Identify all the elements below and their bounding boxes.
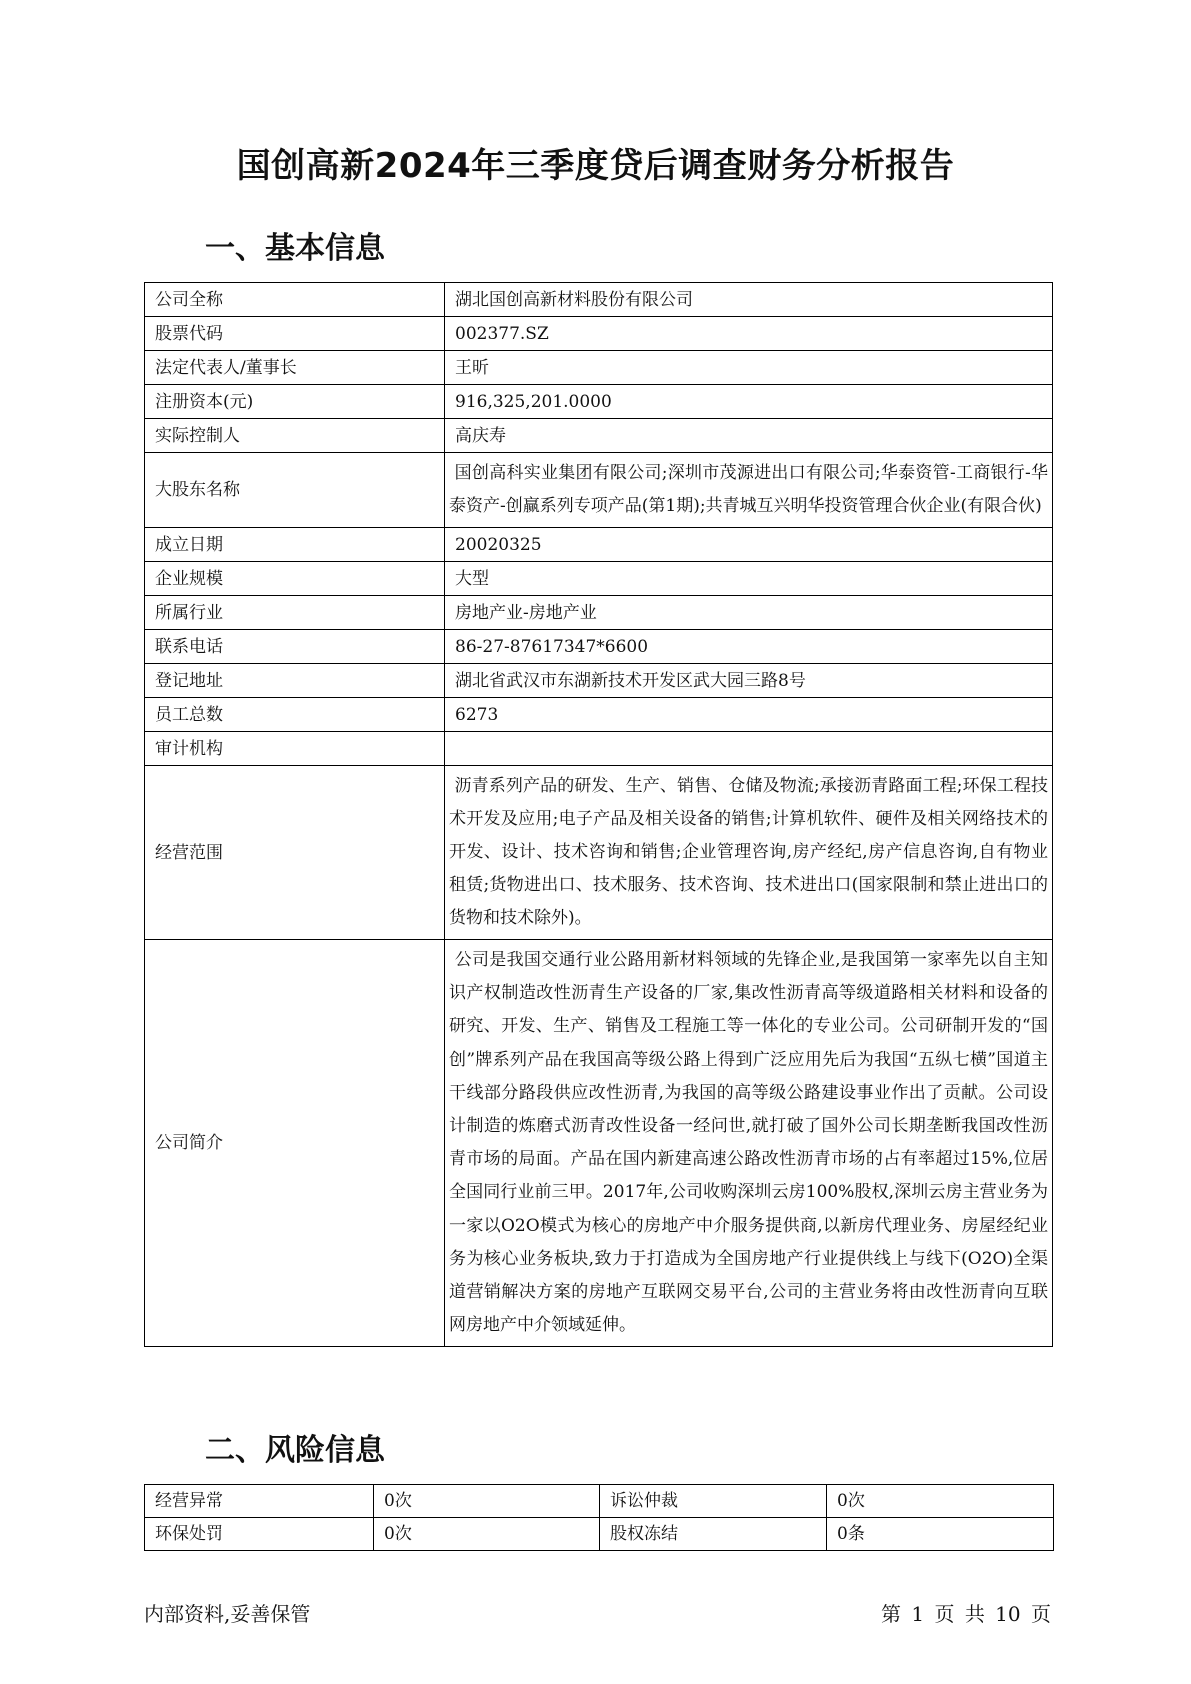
risk-value: 0次 (374, 1485, 600, 1518)
basic-info-table (144, 282, 1053, 1347)
row-value (445, 732, 1053, 766)
row-label: 经营范围 (145, 766, 445, 940)
table-row (145, 1485, 1054, 1518)
row-value: 房地产业-房地产业 (445, 596, 1053, 630)
table-row (145, 732, 1053, 766)
table-row (145, 698, 1053, 732)
row-label: 企业规模 (145, 562, 445, 596)
row-label: 登记地址 (145, 664, 445, 698)
row-label: 法定代表人/董事长 (145, 351, 445, 385)
row-value: 6273 (445, 698, 1053, 732)
row-value: 916,325,201.0000 (445, 385, 1053, 419)
table-row (145, 630, 1053, 664)
row-value: 002377.SZ (445, 317, 1053, 351)
row-value: 公司是我国交通行业公路用新材料领域的先锋企业,是我国第一家率先以自主知识产权制造改性沥青生产设备的厂家,集改性沥青高等级道路相关材料和设备的研究、开发、生产、销售及工程施工等一体化的专业公司。公司研制开发的“国创”牌系列产品在我国高等级公路上得到广泛应用先后为我国“五纵七横”国道主干线部分路段供应改性沥青,为我国的高等级公路建设事业作出了贡献。公司设计制造的炼磨式沥青改性设备一经问世,就打破了国外公司长期垄断我国改性沥青市场的局面。产品在国内新建高速公路改性沥青市场的占有率超过15%,位居全国同行业前三甲。2017年,公司收购深圳云房100%股权,深圳云房主营业务为一家以O2O模式为核心的房地产中介服务提供商,以新房代理业务、房屋经纪业务为核心业务板块,致力于打造成为全国房地产行业提供线上与线下(O2O)全渠道营销解决方案的房地产互联网交易平台,公司的主营业务将由改性沥青向互联网房地产中介领域延伸。 (445, 940, 1053, 1347)
risk-label: 环保处罚 (145, 1518, 374, 1551)
table-row (145, 766, 1053, 940)
row-label: 公司简介 (145, 940, 445, 1347)
row-value: 沥青系列产品的研发、生产、销售、仓储及物流;承接沥青路面工程;环保工程技术开发及应用;电子产品及相关设备的销售;计算机软件、硬件及相关网络技术的开发、设计、技术咨询和销售;企业管理咨询,房产经纪,房产信息咨询,自有物业租赁;货物进出口、技术服务、技术咨询、技术进出口(国家限制和禁止进出口的货物和技术除外)。 (445, 766, 1053, 940)
row-label: 注册资本(元) (145, 385, 445, 419)
table-row (145, 283, 1053, 317)
row-value: 大型 (445, 562, 1053, 596)
table-row (145, 562, 1053, 596)
row-label: 大股东名称 (145, 453, 445, 528)
risk-label: 诉讼仲裁 (600, 1485, 827, 1518)
risk-value: 0条 (827, 1518, 1054, 1551)
row-label: 公司全称 (145, 283, 445, 317)
table-row (145, 419, 1053, 453)
risk-label: 股权冻结 (600, 1518, 827, 1551)
row-value: 湖北省武汉市东湖新技术开发区武大园三路8号 (445, 664, 1053, 698)
risk-label: 经营异常 (145, 1485, 374, 1518)
risk-value: 0次 (374, 1518, 600, 1551)
table-row (145, 528, 1053, 562)
row-value: 湖北国创高新材料股份有限公司 (445, 283, 1053, 317)
risk-info-table (144, 1484, 1054, 1551)
row-label: 员工总数 (145, 698, 445, 732)
row-value: 86-27-87617347*6600 (445, 630, 1053, 664)
table-row (145, 385, 1053, 419)
table-row (145, 664, 1053, 698)
row-label: 所属行业 (145, 596, 445, 630)
row-value: 王昕 (445, 351, 1053, 385)
row-label: 联系电话 (145, 630, 445, 664)
risk-value: 0次 (827, 1485, 1054, 1518)
table-row (145, 1518, 1054, 1551)
table-row (145, 596, 1053, 630)
footer-page-number: 第 1 页 共 10 页 (881, 1602, 1051, 1626)
row-label: 实际控制人 (145, 419, 445, 453)
table-row (145, 317, 1053, 351)
row-label: 审计机构 (145, 732, 445, 766)
row-value: 国创高科实业集团有限公司;深圳市茂源进出口有限公司;华泰资管-工商银行-华泰资产-创赢系列专项产品(第1期);共青城互兴明华投资管理合伙企业(有限合伙) (445, 453, 1053, 528)
report-title: 国创高新2024年三季度贷后调查财务分析报告 (236, 146, 955, 186)
table-row (145, 351, 1053, 385)
row-value: 高庆寿 (445, 419, 1053, 453)
row-label: 成立日期 (145, 528, 445, 562)
table-row (145, 453, 1053, 528)
row-value: 20020325 (445, 528, 1053, 562)
row-label: 股票代码 (145, 317, 445, 351)
section-heading-basic-info: 一、基本信息 (205, 231, 385, 266)
footer-confidential-note: 内部资料,妥善保管 (144, 1602, 311, 1626)
section-heading-risk-info: 二、风险信息 (205, 1433, 385, 1468)
table-row (145, 940, 1053, 1347)
